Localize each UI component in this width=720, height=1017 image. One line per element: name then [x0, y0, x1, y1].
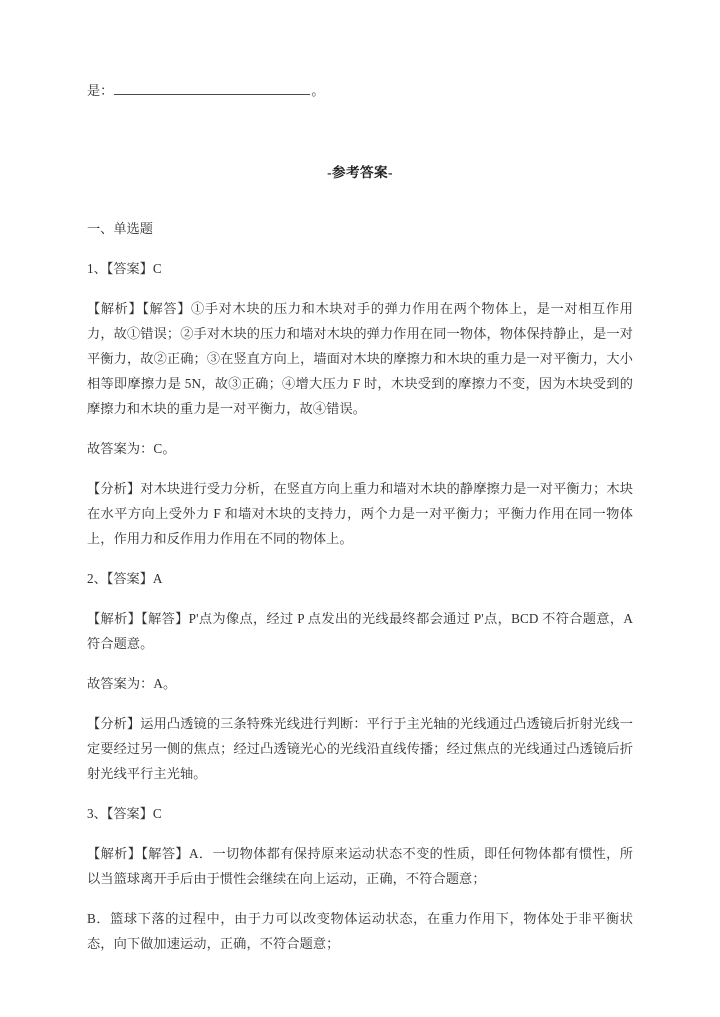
spacer-3a — [87, 826, 633, 841]
explanation-3-option-b: B．篮球下落的过程中，由于力可以改变物体运动状态，在重力作用下，物体处于非平衡状态，向下做加速运动，正确，不符合题意； — [87, 911, 633, 951]
final-answer-1: 故答案为：C。 — [87, 441, 176, 456]
analysis-2: 【分析】运用凸透镜的三条特殊光线进行判断：平行于主光轴的光线通过凸透镜后折射光线一定要经过另一侧的焦点；经过凸透镜光心的光线沿直线传播；经过焦点的光线通过凸透镜后折射光线平行主光轴。 — [87, 716, 633, 781]
answer-key-1: 1、【答案】C — [87, 261, 162, 276]
explanation-2: 【解析】【解答】P'点为像点，经过 P 点发出的光线最终都会通过 P'点，BCD 不符合题意，A 符合题意。 — [87, 611, 633, 651]
answer-key-2: 2、【答案】A — [87, 571, 163, 586]
spacer-2a — [87, 591, 633, 606]
spacer-after-section-label — [87, 241, 633, 256]
final-answer-2: 故答案为：A。 — [87, 676, 177, 691]
analysis-1: 【分析】对木块进行受力分析，在竖直方向上重力和墙对木块的静摩擦力是一对平衡力；木块在水平方向上受外力 F 和墙对木块的支持力，两个力是一对平衡力；平衡力作用在同一物体上，作用力和反作用力作用在不同的物体上。 — [87, 481, 633, 546]
section-label-single-choice: 一、单选题 — [87, 221, 153, 236]
document-content — [87, 78, 633, 971]
answer-key-heading: -参考答案- — [327, 165, 393, 180]
explanation-1: 【解析】【解答】①手对木块的压力和木块对手的弹力作用在两个物体上，是一对相互作用力，故①错误；②手对木块的压力和墙对木块的弹力作用在同一物体，物体保持静止，是一对平衡力，故②正确；③在竖直方向上，墙面对木块的摩擦力和木块的重力是一对平衡力，大小相等即摩擦力是 5N，故③正确；④增大压力 F 时，木块受到的摩擦力不变，因为木块受到的摩擦力和木块的重力是一对平衡力，故④错误。 — [87, 301, 633, 416]
explanation-3-option-a: 【解析】【解答】A．一切物体都有保持原来运动状态不变的性质，即任何物体都有惯性，所以当篮球离开手后由于惯性会继续在向上运动，正确，不符合题意； — [87, 846, 633, 886]
carryover-blank-line — [87, 78, 633, 103]
spacer-after-heading — [87, 185, 633, 216]
carryover-suffix: 。 — [311, 83, 325, 98]
spacer-before-heading — [87, 103, 633, 160]
carryover-prefix: 是： — [87, 83, 114, 98]
blank-underline — [114, 83, 310, 95]
spacer-1a — [87, 281, 633, 296]
answer-key-3: 3、【答案】C — [87, 806, 162, 821]
